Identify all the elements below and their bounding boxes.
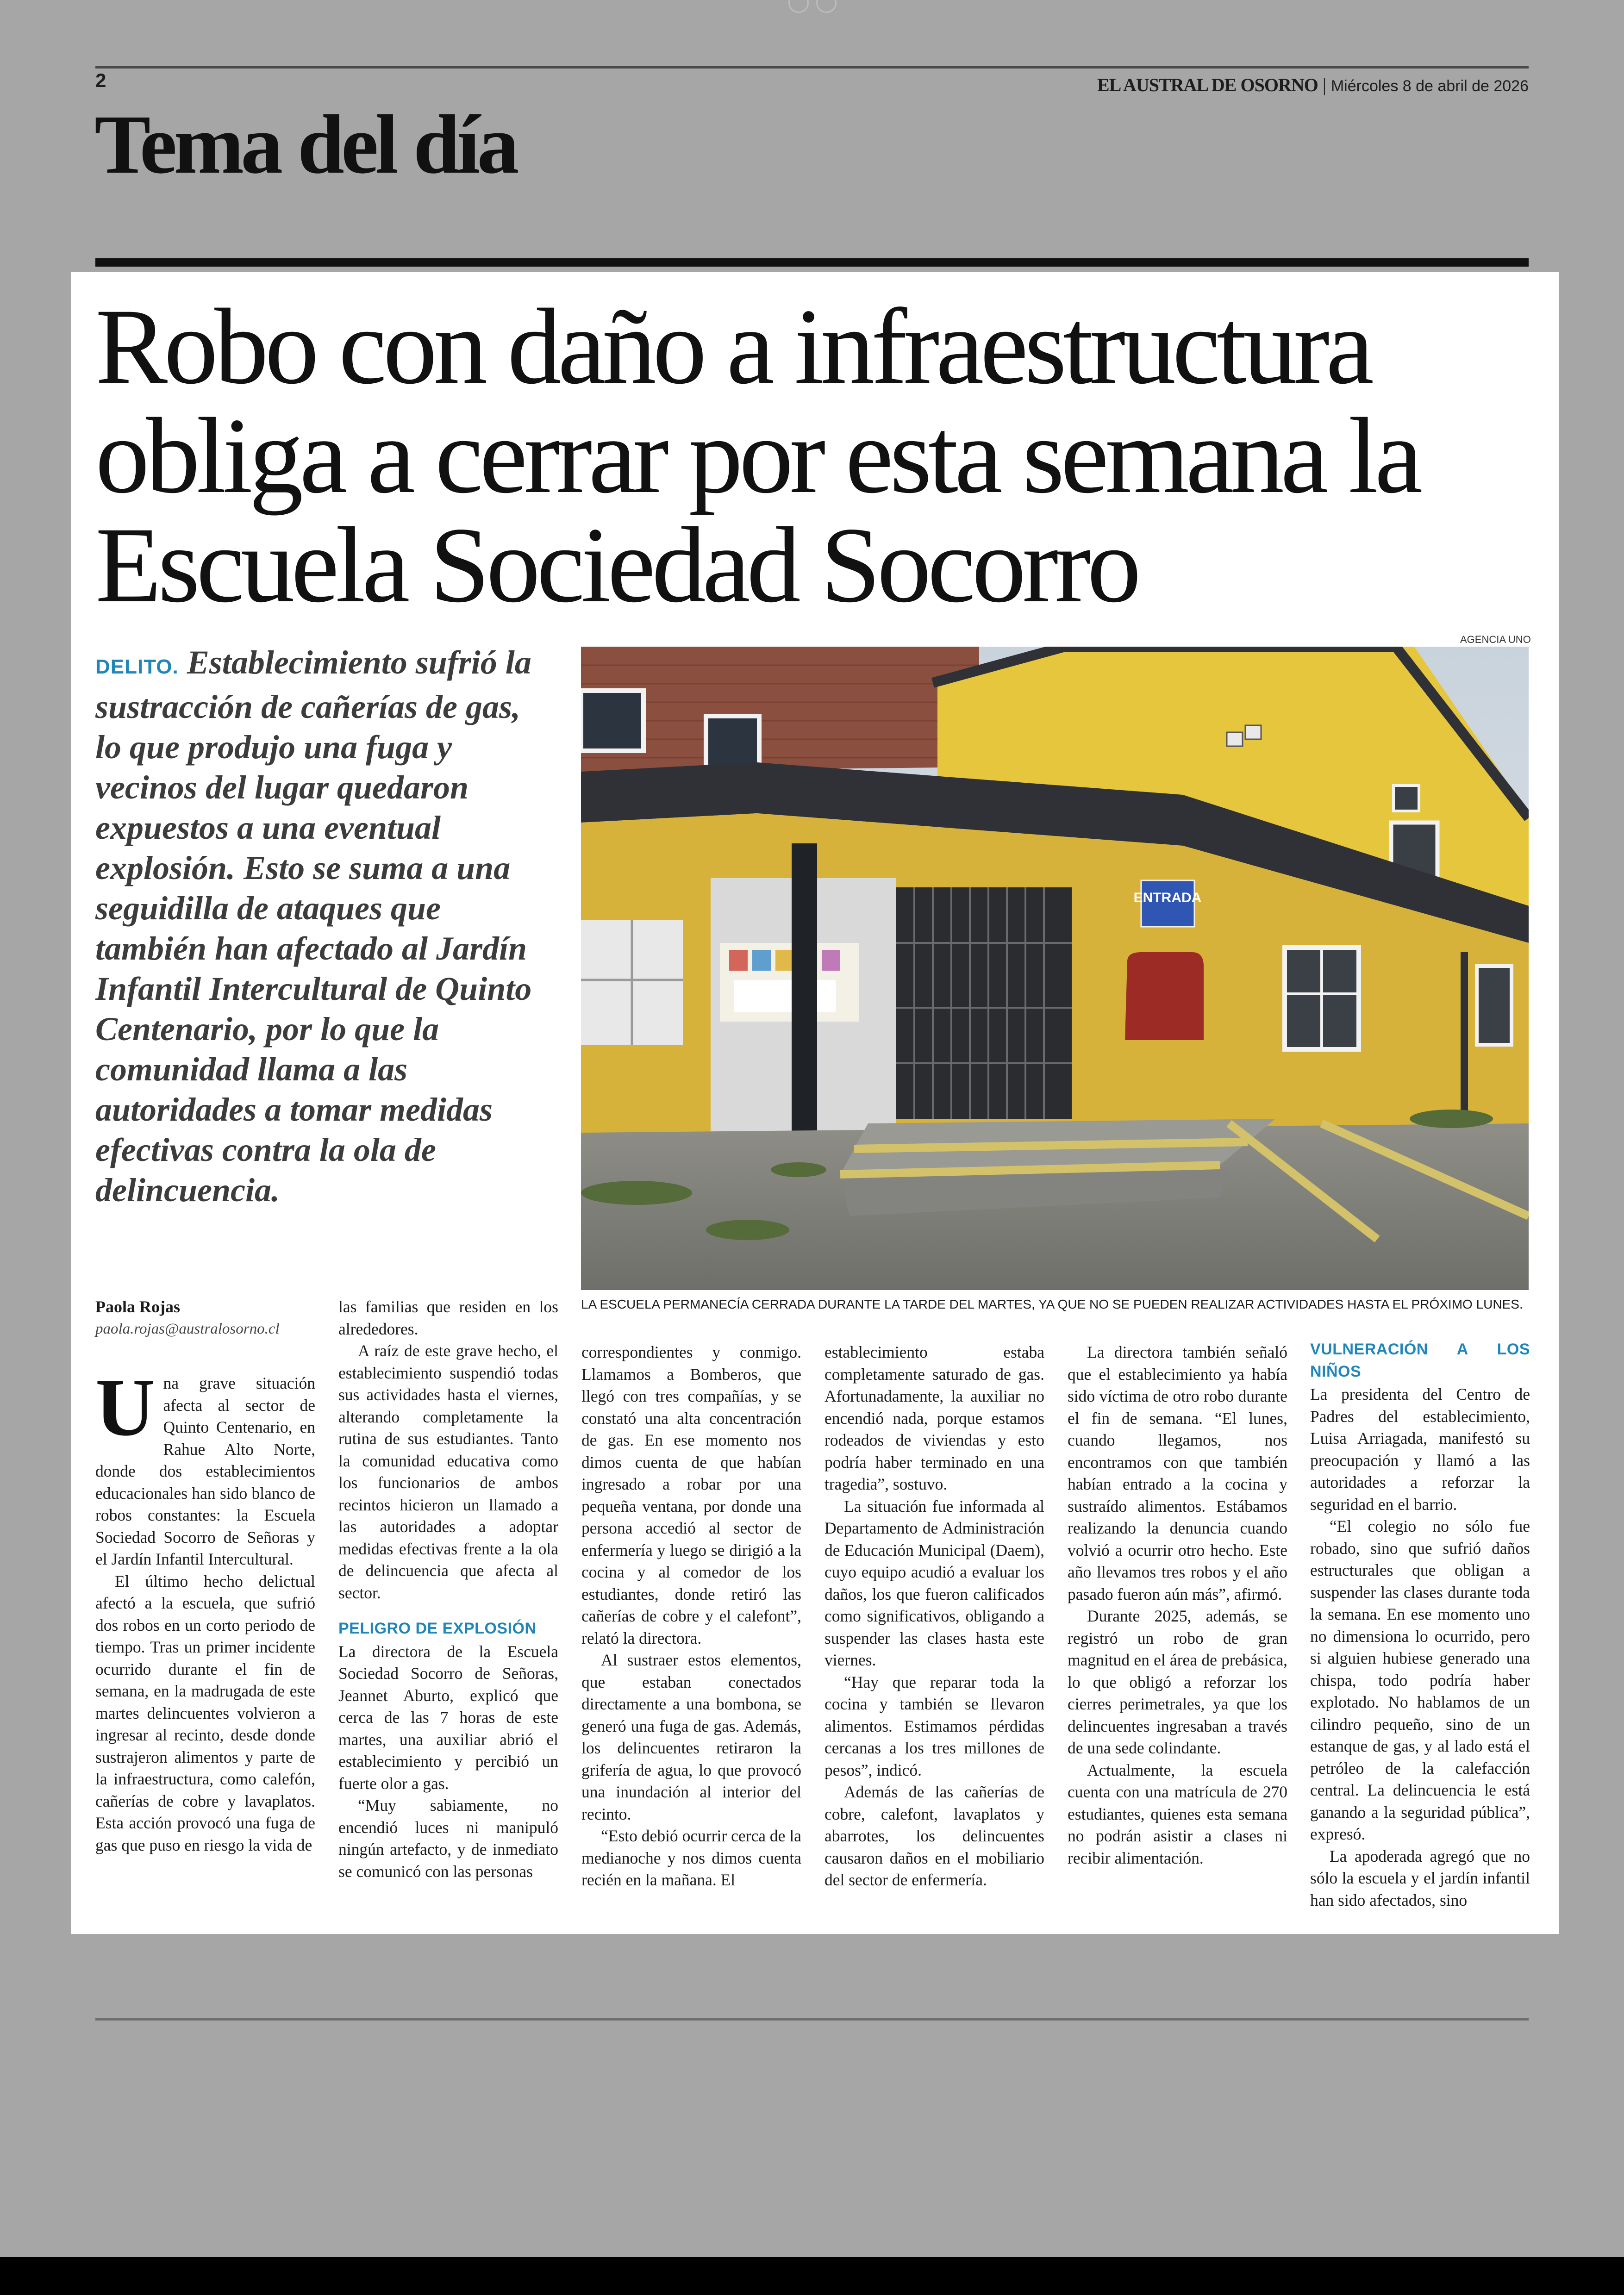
newspaper-name: EL AUSTRAL DE OSORNO: [1097, 75, 1318, 95]
downpipe: [1461, 952, 1468, 1128]
col3-paragraph-1: correspondientes y conmigo. Llamamos a Bomberos, que llegó con tres compañías, y se constató una alta concentración de gas. En ese momento nos dimos cuenta de que habían ingresado a robar por una pequeña ventana, por donde una persona accedió al sector de enfermería y luego se dirigió a la cocina y al comedor de los estudiantes, donde retiró las cañerías de cobre y el calefont”, relató la directora.: [581, 1343, 801, 1647]
author-name: Paola Rojas: [95, 1297, 180, 1316]
column-3: [581, 1341, 801, 1891]
col4-paragraph-2: La situación fue informada al Departamento de Administración de Educación Municipal (Daem), cuyo equipo acudió a evaluar los daños, los que fueron calificados como significativos, obligando a suspender las clases hasta este viernes.: [824, 1497, 1044, 1669]
photo-credit: AGENCIA UNO: [1460, 634, 1531, 645]
col4-paragraph-4: Además de las cañerías de cobre, calefont, lavaplatos y abarrotes, los delincuentes causaron daños en el mobiliario del sector de enfermería.: [824, 1783, 1044, 1889]
article-deck: [95, 642, 554, 1210]
wall-emblem: [1125, 952, 1204, 1040]
entrance-sign: [1134, 880, 1202, 927]
small-window: [1393, 786, 1419, 811]
issue-date: Miércoles 8 de abril de 2026: [1330, 77, 1529, 95]
nav-prev-dot[interactable]: [788, 0, 809, 13]
subhead-explosion: PELIGRO DE EXPLOSIÓN: [338, 1620, 537, 1637]
col3-paragraph-2: Al sustraer estos elementos, que estaban conectados directamente a una bombona, se generó una fuga de gas. Además, los delincuentes retiraron la grifería de agua, lo que provocó una inundación al interior del recinto.: [581, 1651, 801, 1823]
col1-paragraph-2: El último hecho delictual afectó a la escuela, que sufrió dos robos en un corto periodo de tiempo. Tras un primer incidente ocurrido durante el fin de semana, en la madrugada de este martes delincuentes volvieron a ingresar al recinto, desde donde sustrajeron alimentos y parte de la infraestructura, como calefón, cañerías de cobre y lavaplatos. Esta acción provocó una fuga de gas que puso en riesgo la vida de: [95, 1572, 315, 1854]
viewer-bottom-bar: [0, 2257, 1624, 2295]
bottom-rule: [95, 2018, 1529, 2021]
entrance-sign-text: ENTRADA: [1133, 890, 1202, 905]
col5-paragraph-1: La directora también señaló que el establecimiento ya había sido víctima de otro robo durante el fin de semana. “El lunes, cuando llegamos, nos encontramos con que también habían entrado a la cocina y sustraído alimentos. Estábamos realizando la denuncia cuando volvió a ocurrir otro hecho. Este año llevamos tres robos y el año pasado fueron aún más”, afirmó.: [1068, 1343, 1287, 1603]
deck-text: Establecimiento sufrió la sustracción de cañerías de gas, lo que produjo una fuga y vecinos del lugar quedaron expuestos a una eventual explosión. Esto se suma a una seguidilla de ataques que también han afectado al Jardín Infantil Intercultural de Quinto Centenario, por lo que la comunidad llama a las autoridades a tomar medidas efectivas contra la ola de delincuencia.: [95, 644, 532, 1209]
upper-window-left: [581, 691, 643, 751]
column-1: [95, 1296, 315, 1856]
author-email[interactable]: paola.rojas@australosorno.cl: [95, 1320, 280, 1337]
school-building-illustration: [581, 647, 1529, 1290]
page-number: 2: [95, 69, 106, 91]
col2-paragraph-1: las familias que residen en los alrededores.: [338, 1297, 558, 1338]
column-6: [1310, 1341, 1530, 1911]
bulletin-board: [720, 943, 859, 1022]
col5-paragraph-3: Actualmente, la escuela cuenta con una matrícula de 270 estudiantes, quienes esta semana no podrán asistir a clases ni recibir alimentación.: [1068, 1760, 1287, 1867]
column-2: [338, 1296, 558, 1883]
section-title: Tema del día: [94, 98, 516, 191]
page-navigation[interactable]: [780, 0, 845, 14]
school-photo: [581, 647, 1529, 1290]
section-rule: [95, 258, 1529, 267]
column-5: [1068, 1341, 1287, 1869]
col6-paragraph-2: “El colegio no sólo fue robado, sino que sufrió daños estructurales que obligan a suspender las clases durante toda la semana. En ese momento uno no dimensiona lo ocurrido, pero si alguien hubiese generado una chispa, todo podría haber explotado. No hablamos de un cilindro pequeño, sino de un estanque de gas, y al lado está el petróleo de la calefacción central. La delincuencia le está ganando a la seguridad pública”, expresó.: [1310, 1517, 1530, 1843]
top-rule: [95, 66, 1529, 69]
subhead-children: VULNERACIÓN A LOS NIÑOS: [1310, 1341, 1530, 1380]
col4-paragraph-1: establecimiento estaba completamente saturado de gas. Afortunadamente, la auxiliar no encendió nada, porque estamos rodeados de viviendas y esto podría haber terminado en una tragedia”, sostuvo.: [824, 1343, 1044, 1493]
column-4: [824, 1341, 1044, 1891]
drop-cap: U: [95, 1361, 155, 1453]
deck-kicker: DELITO.: [95, 655, 179, 678]
article-headline: Robo con daño a infraestructura obliga a cerrar por esta semana la Escuela Sociedad Socorro: [95, 286, 1419, 625]
upper-window-right: [706, 716, 759, 767]
col5-paragraph-2: Durante 2025, además, se registró un robo de gran magnitud en el área de prebásica, lo que obligó a reforzar los cierres perimetrales, ya que los delincuentes ingresaban a través de una sede colindante.: [1068, 1607, 1287, 1757]
col2-paragraph-4: “Muy sabiamente, no encendió luces ni manipuló ningún artefacto, y de inmediato se comunicó con las personas: [338, 1796, 558, 1881]
masthead: [1097, 74, 1529, 96]
masthead-separator: |: [1322, 75, 1326, 95]
photo-caption: LA ESCUELA PERMANECÍA CERRADA DURANTE LA TARDE DEL MARTES, YA QUE NO SE PUEDEN REALIZAR ACTIVIDADES HASTA EL PRÓXIMO LUNES.: [581, 1297, 1523, 1311]
col6-paragraph-1: La presidenta del Centro de Padres del establecimiento, Luisa Arriagada, manifestó su preocupación y llamó a las autoridades a reforzar la seguridad en el barrio.: [1310, 1385, 1530, 1514]
side-window: [1477, 966, 1512, 1045]
col1-paragraph-1: na grave situación afecta al sector de Quinto Centenario, en Rahue Alto Norte, donde dos establecimientos educacionales han sido blanco de robos constantes: la Escuela Sociedad Socorro de Señoras y el Jardín Infantil Intercultural.: [95, 1374, 315, 1568]
col6-paragraph-3: La apoderada agregó que no sólo la escuela y el jardín infantil han sido afectados, sino: [1310, 1846, 1530, 1909]
entrance-gate: [896, 887, 1072, 1119]
nav-next-dot[interactable]: [816, 0, 837, 13]
col4-paragraph-3: “Hay que reparar toda la cocina y también se llevaron alimentos. Estimamos pérdidas cercanas a los tres millones de pesos”, indicó.: [824, 1672, 1044, 1779]
col3-paragraph-3: “Esto debió ocurrir cerca de la medianoche y nos dimos cuenta recién en la mañana. El: [581, 1827, 801, 1889]
col2-paragraph-2: A raíz de este grave hecho, el establecimiento suspendió todas sus actividades hasta el viernes, alterando completamente la rutina de sus estudiantes. Tanto la comunidad educativa como los funcionarios de ambos recintos hicieron un llamado a las autoridades a adoptar medidas efectivas frente a la ola de delincuencia que afecta al sector.: [338, 1341, 558, 1602]
col2-paragraph-3: La directora de la Escuela Sociedad Socorro de Señoras, Jeannet Aburto, explicó que cerca de las 7 horas de este martes, una auxiliar abrió el establecimiento y percibió un fuerte olor a gas.: [338, 1642, 558, 1793]
porch-pillar: [792, 843, 817, 1144]
